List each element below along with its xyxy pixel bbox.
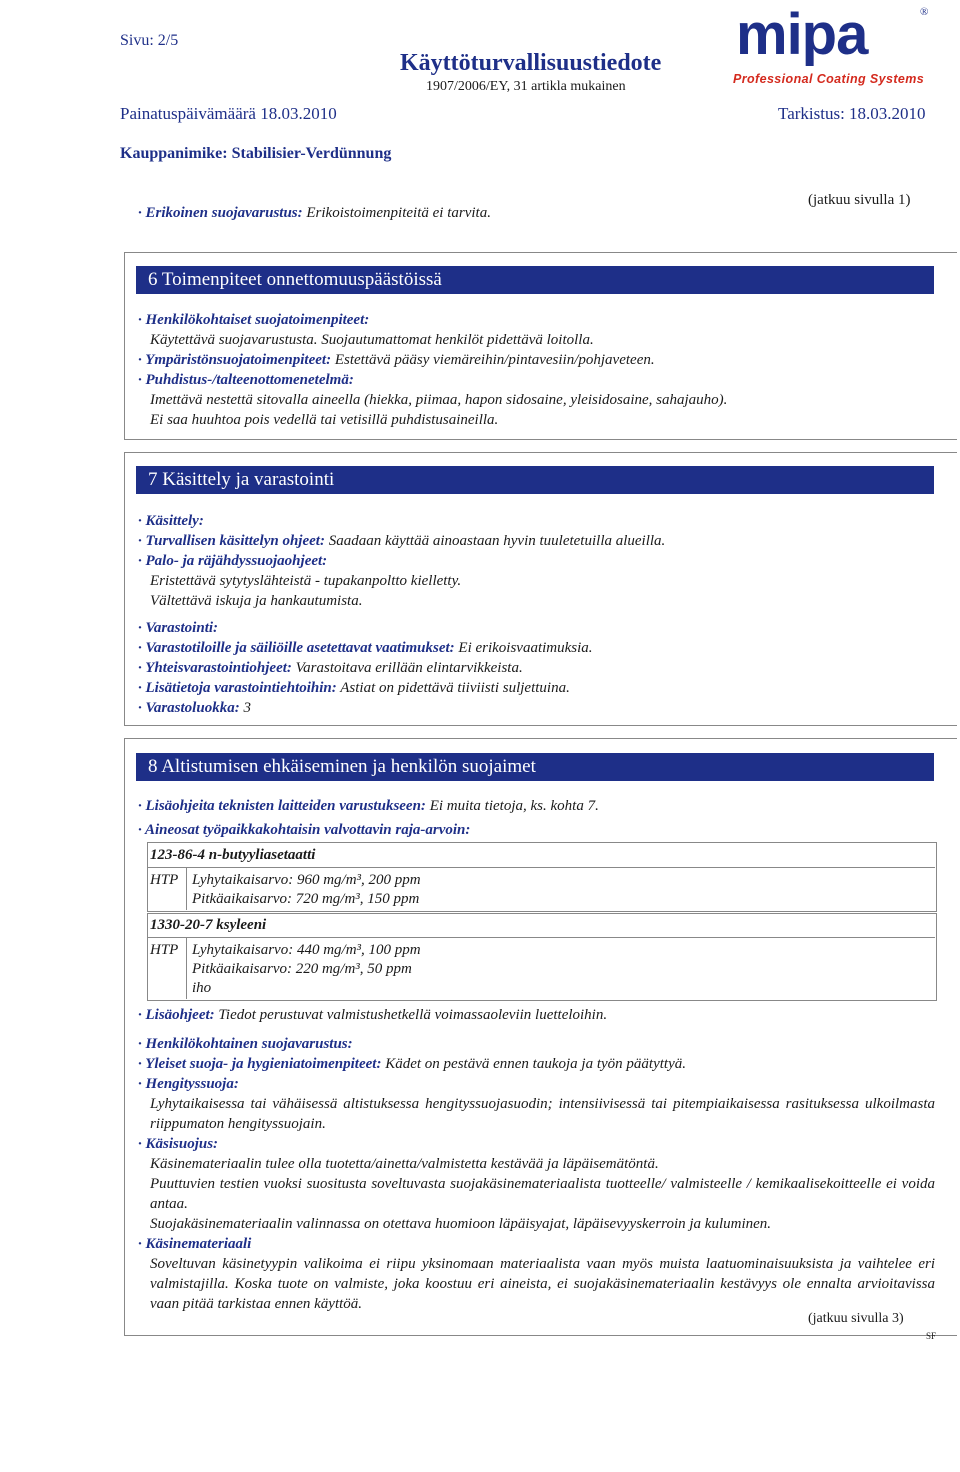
field-label: · Ympäristönsuojatoimenpiteet: (138, 352, 332, 368)
substance-name: 123-86-4 n-butyyliasetaatti (150, 847, 316, 863)
field-value: Varastoitava erillään elintarvikkeista. (291, 660, 523, 676)
field-label: · Käsisuojus: (138, 1136, 219, 1152)
field-label: · Lisäohjeita teknisten laitteiden varustukseen: (138, 798, 426, 814)
paragraph: Lyhytaikaisessa tai vähäisessä altistuksessa hengityssuojasuodin; intensiivisessä tai pitempiaikaisessa rasituksessa ulkoilmasta riippumaton hengityssuojain. (150, 1096, 935, 1132)
field-label: · Yleiset suoja- ja hygieniatoimenpiteet: (138, 1056, 382, 1072)
s8-line (138, 1054, 686, 1074)
revision-date: Tarkistus: 18.03.2010 (778, 104, 926, 123)
s7-line: Eristettävä sytytyslähteistä - tupakanpoltto kielletty. (150, 573, 462, 589)
page-number: Sivu: 2/5 (120, 32, 179, 49)
field-label: · Lisäohjeet: (138, 1007, 215, 1023)
field-label: · Erikoinen suojavarustus: (138, 205, 303, 221)
s7-line: Vältettävä iskuja ja hankautumista. (150, 593, 363, 609)
s7-line (138, 678, 570, 698)
field-label: · Henkilökohtainen suojavarustus: (138, 1036, 353, 1052)
limit-type: HTP (150, 872, 179, 888)
document-title: Käyttöturvallisuustiedote (400, 50, 662, 76)
special-protection-line (138, 203, 491, 223)
limit-value: iho (192, 980, 212, 996)
section-7-title: 7 Käsittely ja varastointi (136, 466, 934, 494)
s8-line (138, 1074, 239, 1094)
field-label: · Käsinemateriaali (138, 1236, 252, 1252)
s6-line (138, 310, 369, 330)
continued-from-note: (jatkuu sivulla 1) (808, 192, 911, 208)
limit-value: Pitkäaikaisarvo: 720 mg/m³, 150 ppm (192, 891, 420, 907)
paragraph: Soveltuvan käsinetyypin valikoima ei riipu yksinomaan materiaalista vaan myös muista laatuominaisuuksista ja vaihtelee eri valmistajilla. Koska tuote on valmiste, joka koostuu eri aineista, ei suojakäsinemateriaalin kestävyys ole ennalta arvioitavissa vaan pitää tarkistaa ennen käyttöä. (150, 1256, 935, 1312)
field-value: Erikoistoimenpiteitä ei tarvita. (302, 205, 491, 221)
s6-line: Imettävä nestettä sitovalla aineella (hiekka, piimaa, hapon sidosaine, yleisidosaine, sahajauho). (150, 392, 728, 408)
field-label: · Hengityssuoja: (138, 1076, 239, 1092)
document-subtitle: 1907/2006/EY, 31 artikla mukainen (426, 79, 626, 94)
field-value: Ei muita tietoja, ks. kohta 7. (425, 798, 599, 814)
s8-line (138, 1034, 353, 1054)
section-8-title: 8 Altistumisen ehkäiseminen ja henkilön suojaimet (136, 753, 934, 781)
field-label: · Henkilökohtaiset suojatoimenpiteet: (138, 312, 370, 328)
paragraph: Käsinemateriaalin tulee olla tuotetta/ainetta/valmistetta kestävää ja läpäisemätöntä. (150, 1156, 659, 1172)
continued-to-note: (jatkuu sivulla 3) (808, 1311, 904, 1326)
s8-line (138, 1005, 607, 1025)
paragraph: Puuttuvien testien vuoksi suositusta soveltuvasta suojakäsinemateriaalista tuotteelle/ valmisteelle / kemikaalisekoitteelle ei voida antaa. (150, 1176, 935, 1212)
print-date: Painatuspäivämäärä 18.03.2010 (120, 104, 337, 123)
field-label: · Varastointi: (138, 620, 219, 636)
s8-line (138, 1234, 251, 1254)
divider (147, 867, 935, 868)
field-label: · Varastotiloille ja säiliöille asetettavat vaatimukset: (138, 640, 455, 656)
field-label: · Varastoluokka: (138, 700, 240, 716)
s6-line (138, 350, 655, 370)
product-name: Kauppanimike: Stabilisier-Verdünnung (120, 145, 392, 162)
field-label: · Turvallisen käsittelyn ohjeet: (138, 533, 325, 549)
s7-line (138, 638, 593, 658)
field-label: · Palo- ja räjähdyssuojaohjeet: (138, 553, 328, 569)
limit-type: HTP (150, 942, 179, 958)
s6-line (138, 370, 354, 390)
s7-line (138, 531, 665, 551)
field-value: Astiat on pidettävä tiiviisti suljettuina. (336, 680, 570, 696)
field-label: · Käsittely: (138, 513, 204, 529)
limit-value: Lyhytaikaisarvo: 960 mg/m³, 200 ppm (192, 872, 421, 888)
s8-line (138, 820, 470, 840)
s7-line (138, 658, 523, 678)
field-value: Tiedot perustuvat valmistushetkellä voimassaoleviin luetteloihin. (214, 1007, 608, 1023)
s8-line (138, 796, 599, 816)
s7-line (138, 511, 204, 531)
divider (186, 867, 187, 910)
field-label: · Yhteisvarastointiohjeet: (138, 660, 292, 676)
field-label: · Aineosat työpaikkakohtaisin valvottavin raja-arvoin: (138, 822, 471, 838)
field-value: Estettävä pääsy viemäreihin/pintavesiin/pohjaveteen. (331, 352, 655, 368)
limit-value: Pitkäaikaisarvo: 220 mg/m³, 50 ppm (192, 961, 412, 977)
paragraph: Suojakäsinemateriaalin valinnassa on otettava huomioon läpäisyajat, läpäisevyyskerroin ja kuluminen. (150, 1216, 772, 1232)
logo-registered-mark: ® (920, 6, 929, 18)
s6-line: Käytettävä suojavarustusta. Suojautumattomat henkilöt pidettävä loitolla. (150, 332, 594, 348)
mipa-logo: mipa (736, 2, 868, 67)
s8-line (138, 1134, 218, 1154)
s7-line (138, 618, 218, 638)
divider (186, 937, 187, 999)
limit-value: Lyhytaikaisarvo: 440 mg/m³, 100 ppm (192, 942, 421, 958)
substance-name: 1330-20-7 ksyleeni (150, 917, 267, 933)
s6-line: Ei saa huuhtoa pois vedellä tai vetisillä puhdistusaineilla. (150, 412, 499, 428)
field-label: · Puhdistus-/talteenottomenetelmä: (138, 372, 354, 388)
section-6-title: 6 Toimenpiteet onnettomuuspäästöissä (136, 266, 934, 294)
s7-line (138, 698, 251, 718)
field-value: Saadaan käyttää ainoastaan hyvin tuuletetuilla alueilla. (324, 533, 666, 549)
field-value: 3 (239, 700, 251, 716)
field-value: Kädet on pestävä ennen taukoja ja työn päätyttyä. (381, 1056, 686, 1072)
field-label: · Lisätietoja varastointiehtoihin: (138, 680, 337, 696)
s7-line (138, 551, 327, 571)
logo-tagline: Professional Coating Systems (733, 72, 925, 86)
divider (147, 937, 935, 938)
field-value: Ei erikoisvaatimuksia. (454, 640, 593, 656)
language-code: SF (926, 1331, 937, 1341)
